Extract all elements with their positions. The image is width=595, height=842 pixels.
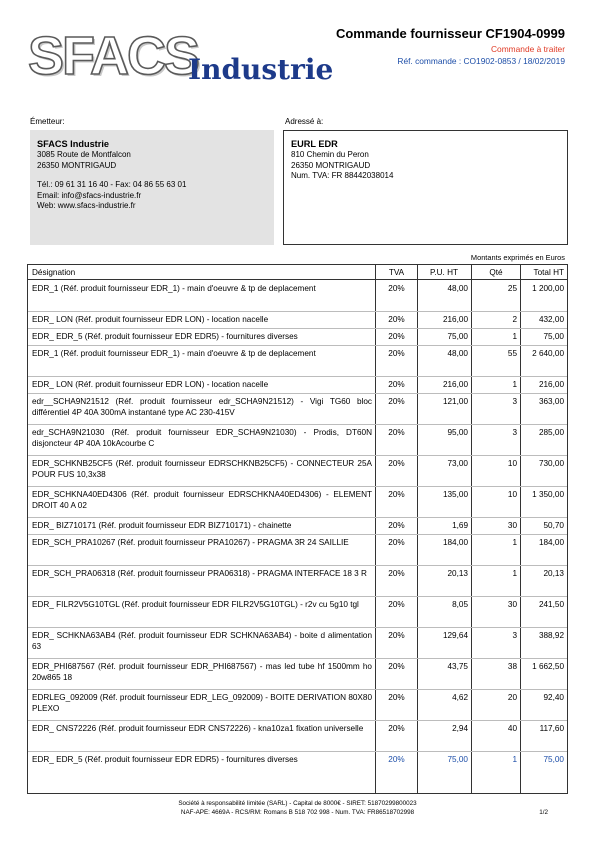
- item-designation: EDRLEG_092009 (Réf. produit fournisseur EDR_LEG_092009) - BOITE DERIVATION 80X80 PLEXO: [32, 693, 372, 714]
- item-quantity: 1: [512, 569, 517, 578]
- item-designation: EDR_ EDR_5 (Réf. produit fournisseur EDR EDR5) - fournitures diverses: [32, 755, 298, 764]
- item-tva: 20%: [388, 600, 405, 609]
- item-designation: EDR_ LON (Réf. produit fournisseur EDR LON) - location nacelle: [32, 380, 269, 389]
- item-designation: EDR_SCH_PRA06318 (Réf. produit fournisseur PRA06318) - PRAGMA INTERFACE 18 3 R: [32, 569, 367, 578]
- table-header: [28, 265, 567, 280]
- item-total: 1 350,00: [532, 490, 564, 499]
- table-row: [28, 280, 567, 312]
- item-quantity: 3: [512, 631, 517, 640]
- table-row: [28, 424, 567, 456]
- sender-name: SFACS Industrie: [37, 139, 109, 149]
- table-row: [28, 565, 567, 597]
- item-unit-price: 216,00: [442, 315, 468, 324]
- item-tva: 20%: [388, 755, 405, 764]
- item-unit-price: 95,00: [447, 428, 468, 437]
- item-unit-price: 75,00: [447, 332, 468, 341]
- logo-suffix: Industrie: [188, 53, 334, 86]
- item-designation: EDR_PHI687567 (Réf. produit fournisseur EDR_PHI687567) - mas led tube hf 1500mm ho 20w865 18: [32, 662, 372, 683]
- item-quantity: 55: [507, 349, 517, 358]
- table-row: [28, 376, 567, 394]
- legal-footer-line-1: Société à responsabilité limitée (SARL) - Capital de 8000€ - SIRET: 51870299800023: [178, 800, 417, 807]
- item-quantity: 1: [512, 380, 517, 389]
- item-unit-price: 20,13: [447, 569, 468, 578]
- header-unit-price: P.U. HT: [429, 268, 459, 277]
- item-tva: 20%: [388, 538, 405, 547]
- item-quantity: 1: [512, 332, 517, 341]
- recipient-vat: Num. TVA: FR 88442038014: [291, 171, 394, 180]
- item-total: 285,00: [538, 428, 564, 437]
- item-tva: 20%: [388, 397, 405, 406]
- item-unit-price: 216,00: [442, 380, 468, 389]
- item-designation: EDR_ FILR2V5G10TGL (Réf. produit fournisseur EDR FILR2V5G10TGL) - r2v cu 5g10 tgl: [32, 600, 359, 609]
- item-quantity: 30: [507, 600, 517, 609]
- item-unit-price: 2,94: [452, 724, 468, 733]
- item-tva: 20%: [388, 428, 405, 437]
- item-designation: EDR_ BIZ710171 (Réf. produit fournisseur EDR BIZ710171) - chainette: [32, 521, 292, 530]
- currency-note: Montants exprimés en Euros: [470, 253, 565, 262]
- item-total: 117,60: [539, 724, 564, 733]
- item-designation: EDR_SCH_PRA10267 (Réf. produit fournisseur PRA10267) - PRAGMA 3R 24 SAILLIE: [32, 538, 349, 547]
- item-quantity: 1: [512, 538, 517, 547]
- document-title: Commande fournisseur CF1904-0999: [335, 26, 565, 41]
- item-total: 388,92: [538, 631, 564, 640]
- page-number: 1/2: [539, 809, 548, 816]
- table-row: [28, 689, 567, 721]
- item-quantity: 3: [512, 428, 517, 437]
- item-unit-price: 129,64: [442, 631, 468, 640]
- sender-label: Émetteur:: [30, 117, 65, 126]
- item-unit-price: 184,00: [442, 538, 468, 547]
- item-total: 50,70: [543, 521, 564, 530]
- item-quantity: 40: [507, 724, 517, 733]
- header-total: Total HT: [533, 268, 564, 277]
- item-designation: EDR_SCHKNB25CF5 (Réf. produit fournisseur EDRSCHKNB25CF5) - CONNECTEUR 25A POUR FUS 10,3x38: [32, 459, 372, 480]
- item-unit-price: 73,00: [447, 459, 468, 468]
- item-tva: 20%: [388, 631, 405, 640]
- sender-phone: Tél.: 09 61 31 16 40 - Fax: 04 86 55 63 01: [37, 180, 187, 189]
- order-lines-table: [27, 264, 568, 794]
- item-unit-price: 4,62: [452, 693, 468, 702]
- item-unit-price: 75,00: [447, 755, 468, 764]
- header-tva: TVA: [388, 268, 405, 277]
- item-total: 75,00: [543, 332, 564, 341]
- item-quantity: 38: [507, 662, 517, 671]
- item-total: 730,00: [538, 459, 564, 468]
- item-tva: 20%: [388, 662, 405, 671]
- item-total: 216,00: [538, 380, 564, 389]
- item-tva: 20%: [388, 349, 405, 358]
- item-quantity: 1: [512, 755, 517, 764]
- item-tva: 20%: [388, 693, 405, 702]
- table-row: [28, 328, 567, 346]
- table-row: [28, 720, 567, 752]
- header-designation: Désignation: [32, 268, 76, 277]
- item-tva: 20%: [388, 380, 405, 389]
- item-quantity: 3: [512, 397, 517, 406]
- item-total: 184,00: [538, 538, 564, 547]
- item-unit-price: 48,00: [447, 349, 468, 358]
- item-unit-price: 43,75: [447, 662, 468, 671]
- item-quantity: 10: [507, 459, 517, 468]
- table-row: [28, 393, 567, 425]
- table-row: [28, 455, 567, 487]
- item-quantity: 30: [507, 521, 517, 530]
- item-total: 363,00: [538, 397, 564, 406]
- recipient-address-1: 810 Chemin du Peron: [291, 150, 369, 159]
- item-designation: EDR_ EDR_5 (Réf. produit fournisseur EDR EDR5) - fournitures diverses: [32, 332, 298, 341]
- item-unit-price: 1,69: [452, 521, 468, 530]
- item-tva: 20%: [388, 459, 405, 468]
- sender-box: [30, 130, 274, 245]
- item-designation: EDR_1 (Réf. produit fournisseur EDR_1) - main d'oeuvre & tp de deplacement: [32, 284, 316, 293]
- company-logo: [28, 26, 334, 86]
- table-row: [28, 658, 567, 690]
- sender-address-1: 3085 Route de Montfalcon: [37, 150, 131, 159]
- item-designation: EDR_SCHKNA40ED4306 (Réf. produit fournisseur EDRSCHKNA40ED4306) - ELEMENT DROIT 40 A 02: [32, 490, 372, 511]
- table-row: [28, 345, 567, 377]
- item-designation: edr__SCHA9N21512 (Réf. produit fournisseur edr_SCHA9N21512) - Vigi TG60 bloc différentiel 4P 40A 300mA instantané type AC 230-415V: [32, 397, 372, 418]
- item-tva: 20%: [388, 332, 405, 341]
- recipient-name: EURL EDR: [291, 139, 338, 149]
- item-designation: EDR_1 (Réf. produit fournisseur EDR_1) - main d'oeuvre & tp de deplacement: [32, 349, 316, 358]
- table-row: [28, 627, 567, 659]
- item-quantity: 10: [507, 490, 517, 499]
- item-unit-price: 48,00: [447, 284, 468, 293]
- item-designation: EDR_ SCHKNA63AB4 (Réf. produit fournisseur EDR SCHKNA63AB4) - boite d alimentation 63: [32, 631, 372, 652]
- order-reference: Réf. commande : CO1902-0853 / 18/02/2019: [397, 56, 565, 66]
- item-designation: EDR_ LON (Réf. produit fournisseur EDR LON) - location nacelle: [32, 315, 269, 324]
- table-row: [28, 311, 567, 329]
- legal-footer-line-2: NAF-APE: 4669A - RCS/RM: Romans B 518 702 998 - Num. TVA: FR86518702998: [180, 809, 415, 816]
- item-total: 2 640,00: [532, 349, 564, 358]
- item-total: 241,50: [538, 600, 564, 609]
- table-row: [28, 751, 567, 768]
- item-unit-price: 135,00: [442, 490, 468, 499]
- recipient-box: [283, 130, 568, 245]
- item-tva: 20%: [388, 315, 405, 324]
- item-quantity: 2: [512, 315, 517, 324]
- table-row: [28, 534, 567, 566]
- table-row: [28, 486, 567, 518]
- item-total: 432,00: [538, 315, 564, 324]
- item-total: 75,00: [543, 755, 564, 764]
- item-tva: 20%: [388, 724, 405, 733]
- item-tva: 20%: [388, 569, 405, 578]
- item-total: 92,40: [543, 693, 564, 702]
- item-total: 20,13: [543, 569, 564, 578]
- sender-web: Web: www.sfacs-industrie.fr: [37, 201, 136, 210]
- item-designation: edr_SCHA9N21030 (Réf. produit fournisseur EDR_SCHA9N21030) - Prodis, DT60N disjoncteur 4P 40A 10kAcourbe C: [32, 428, 372, 449]
- item-total: 1 200,00: [532, 284, 564, 293]
- item-tva: 20%: [388, 284, 405, 293]
- item-unit-price: 121,00: [442, 397, 468, 406]
- item-designation: EDR_ CNS72226 (Réf. produit fournisseur EDR CNS72226) - kna10za1 fixation universelle: [32, 724, 364, 733]
- item-tva: 20%: [388, 521, 405, 530]
- item-quantity: 20: [507, 693, 517, 702]
- item-total: 1 662,50: [532, 662, 564, 671]
- item-unit-price: 8,05: [452, 600, 468, 609]
- sender-address-2: 26350 MONTRIGAUD: [37, 160, 117, 170]
- item-quantity: 25: [507, 284, 517, 293]
- recipient-label: Adressé à:: [285, 117, 324, 126]
- table-row: [28, 517, 567, 535]
- header-quantity: Qté: [489, 268, 503, 277]
- sender-email: Email: info@sfacs-industrie.fr: [37, 190, 142, 200]
- order-status: Commande à traiter: [490, 44, 565, 54]
- item-tva: 20%: [388, 490, 405, 499]
- logo-brand: SFACS: [28, 26, 199, 86]
- table-row: [28, 596, 567, 628]
- recipient-address-2: 26350 MONTRIGAUD: [291, 160, 371, 170]
